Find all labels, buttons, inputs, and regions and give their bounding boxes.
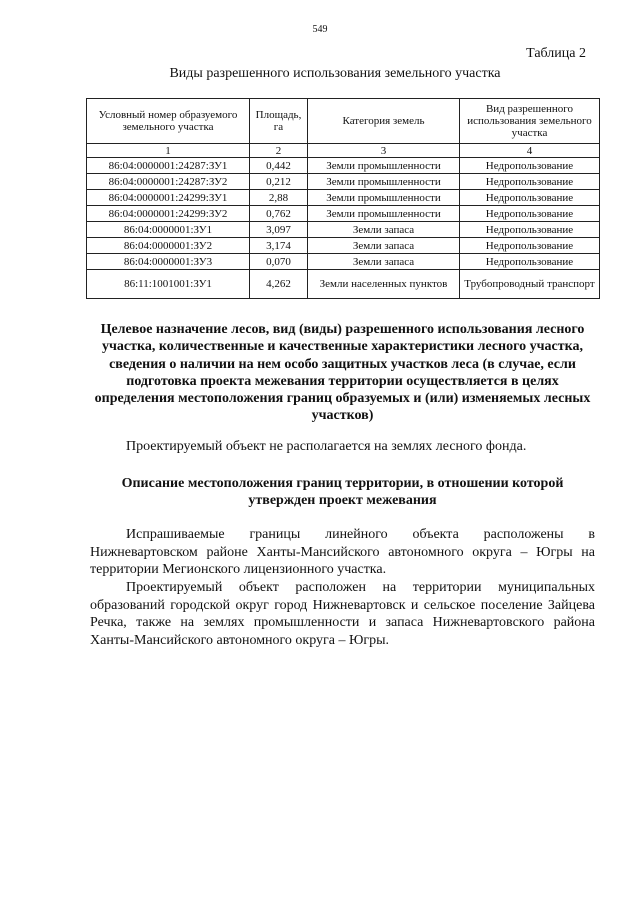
land-category-cell: Земли запаса — [308, 238, 460, 254]
area-cell: 0,070 — [250, 254, 308, 270]
column-number: 4 — [460, 144, 600, 158]
area-cell: 3,097 — [250, 222, 308, 238]
permitted-use-cell: Недропользование — [460, 254, 600, 270]
parcel-number-cell: 86:04:0000001:ЗУ1 — [87, 222, 250, 238]
land-category-cell: Земли населенных пунктов — [308, 270, 460, 299]
boundary-paragraph: Проектируемый объект расположен на территории муниципальных образований городской округ город Нижневартовск и сельское поселение Зайцева Речка, также на землях промышленности и запаса Нижневартовского района Ханты-Мансийского автономного округа – Югры. — [90, 580, 595, 648]
land-category-cell: Земли промышленности — [308, 158, 460, 174]
table-title: Виды разрешенного использования земельного участка — [169, 66, 501, 81]
land-category-cell: Земли запаса — [308, 222, 460, 238]
parcel-number-cell: 86:11:1001001:ЗУ1 — [87, 270, 250, 299]
header-parcel-number: Условный номер образуемого земельного участка — [87, 99, 250, 144]
land-category-cell: Земли промышленности — [308, 190, 460, 206]
table-column-numbers-row — [87, 144, 600, 158]
boundary-paragraph: Испрашиваемые границы линейного объекта расположены в Нижневартовском районе Ханты-Мансийского автономного округа – Югры на территории Мегионского лицензионного участка. — [90, 527, 595, 577]
parcel-number-cell: 86:04:0000001:24287:ЗУ1 — [87, 158, 250, 174]
land-category-cell: Земли запаса — [308, 254, 460, 270]
table-row — [87, 222, 600, 238]
land-category-cell: Земли промышленности — [308, 206, 460, 222]
forest-section-text: Проектируемый объект не располагается на землях лесного фонда. — [126, 439, 527, 454]
parcel-number-cell: 86:04:0000001:ЗУ3 — [87, 254, 250, 270]
permitted-use-cell: Недропользование — [460, 206, 600, 222]
permitted-use-cell: Недропользование — [460, 158, 600, 174]
parcel-number-cell: 86:04:0000001:24287:ЗУ2 — [87, 174, 250, 190]
area-cell: 3,174 — [250, 238, 308, 254]
table-label: Таблица 2 — [526, 46, 586, 61]
land-use-table — [86, 98, 600, 299]
header-land-category: Категория земель — [308, 99, 460, 144]
table-row — [87, 158, 600, 174]
parcel-number-cell: 86:04:0000001:ЗУ2 — [87, 238, 250, 254]
table-row — [87, 270, 600, 299]
forest-section-heading: Целевое назначение лесов, вид (виды) разрешенного использования лесного участка, количественные и качественные характеристики лесного участка, сведения о наличии на нем особо защитных участков леса (в случае, если подготовка проекта межевания территории осуществляется в целях определения местоположения границ образуемых и (или) изменяемых лесных участков) — [94, 322, 591, 424]
area-cell: 0,442 — [250, 158, 308, 174]
page-number: 549 — [312, 24, 328, 35]
table-row — [87, 238, 600, 254]
permitted-use-cell: Трубопроводный транспорт — [460, 270, 600, 299]
permitted-use-cell: Недропользование — [460, 174, 600, 190]
header-area: Площадь, га — [250, 99, 308, 144]
area-cell: 0,212 — [250, 174, 308, 190]
boundary-description-heading: Описание местоположения границ территории, в отношении которой утвержден проект межевания — [121, 476, 564, 509]
permitted-use-cell: Недропользование — [460, 238, 600, 254]
area-cell: 2,88 — [250, 190, 308, 206]
column-number: 3 — [308, 144, 460, 158]
area-cell: 0,762 — [250, 206, 308, 222]
area-cell: 4,262 — [250, 270, 308, 299]
column-number: 2 — [250, 144, 308, 158]
permitted-use-cell: Недропользование — [460, 190, 600, 206]
table-row — [87, 254, 600, 270]
header-permitted-use: Вид разрешенного использования земельного участка — [460, 99, 600, 144]
column-number: 1 — [87, 144, 250, 158]
table-row — [87, 206, 600, 222]
table-row — [87, 174, 600, 190]
parcel-number-cell: 86:04:0000001:24299:ЗУ2 — [87, 206, 250, 222]
parcel-number-cell: 86:04:0000001:24299:ЗУ1 — [87, 190, 250, 206]
table-header-row — [87, 99, 600, 144]
land-category-cell: Земли промышленности — [308, 174, 460, 190]
permitted-use-cell: Недропользование — [460, 222, 600, 238]
table-row — [87, 190, 600, 206]
